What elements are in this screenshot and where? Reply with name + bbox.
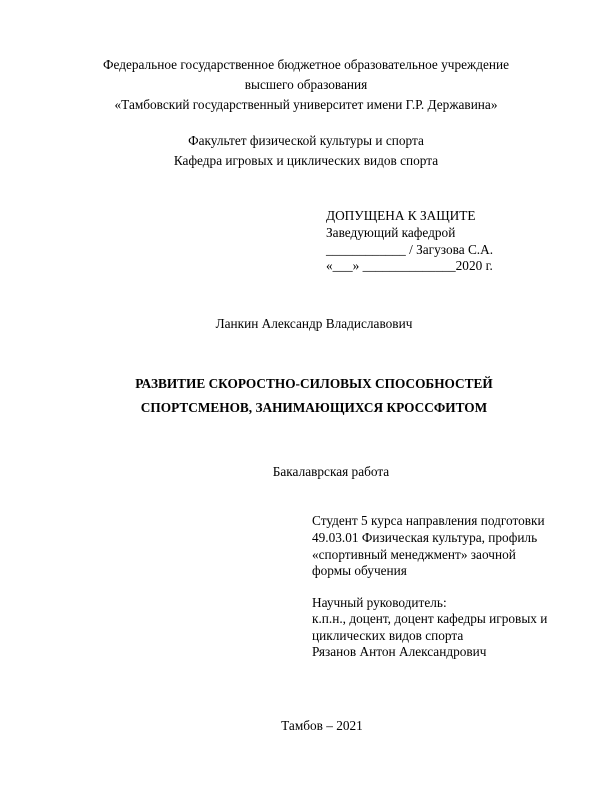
author-name: Ланкин Александр Владиславович [215,316,413,331]
faculty-line: Факультет физической культуры и спорта [188,133,424,148]
approval-signature-line: ____________ / Загузова С.А. [326,242,494,257]
thesis-title-line-2: СПОРТСМЕНОВ, ЗАНИМАЮЩИХСЯ КРОССФИТОМ [140,400,488,415]
work-type: Бакалаврская работа [272,464,390,479]
thesis-title-line-1: РАЗВИТИЕ СКОРОСТНО-СИЛОВЫХ СПОСОБНОСТЕЙ [135,376,493,391]
approval-head-title: Заведующий кафедрой [326,225,456,240]
supervisor-name: Рязанов Антон Александрович [312,644,487,659]
student-line-2: 49.03.01 Физическая культура, профиль [312,530,538,545]
approval-date-line: «___» ______________2020 г. [326,258,493,273]
student-line-3: «спортивный менеджмент» заочной [312,547,516,562]
city-year: Тамбов – 2021 [281,718,363,733]
supervisor-line-2: к.п.н., доцент, доцент кафедры игровых и [312,611,548,626]
student-line-4: формы обучения [312,563,407,578]
department-line: Кафедра игровых и циклических видов спорта [173,153,439,168]
supervisor-heading: Научный руководитель: [312,595,447,610]
institution-line-3: «Тамбовский государственный университет имени Г.Р. Державина» [114,97,498,112]
institution-line-2: высшего образования [244,77,368,92]
approval-heading: ДОПУЩЕНА К ЗАЩИТЕ [326,208,476,223]
supervisor-line-3: циклических видов спорта [312,628,464,643]
student-line-1: Студент 5 курса направления подготовки [312,513,545,528]
institution-line-1: Федеральное государственное бюджетное образовательное учреждение [102,57,509,72]
